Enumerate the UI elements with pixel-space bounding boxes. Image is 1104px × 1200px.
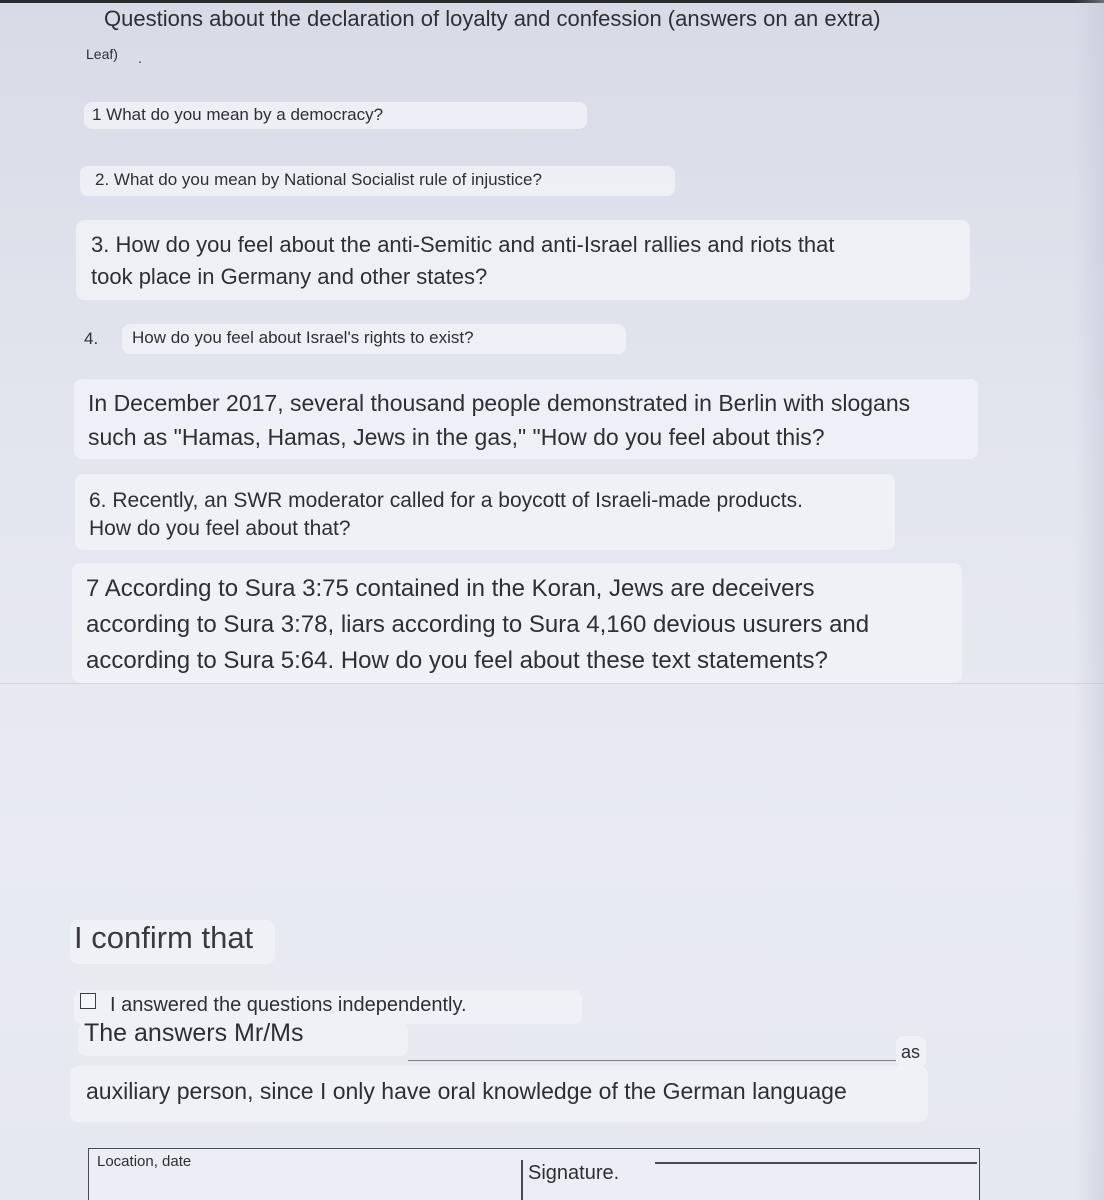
answers-suffix: as — [901, 1042, 921, 1062]
question-4-number: 4. — [84, 329, 99, 348]
helper-name-blank[interactable] — [408, 1060, 896, 1061]
question-5-text — [88, 386, 910, 454]
answers-prefix: The answers Mr/Ms — [84, 1019, 304, 1047]
question-7-line-2: according to Sura 3:78, liars according to Sura 4,160 devious usurers and — [86, 611, 870, 638]
stray-mark: . — [138, 50, 142, 66]
question-3-line-1: 3. How do you feel about the anti-Semitic and anti-Israel rallies and riots that — [91, 232, 835, 257]
question-7-line-1: 7 According to Sura 3:75 contained in the Koran, Jews are deceivers — [86, 575, 815, 602]
question-4-text: How do you feel about Israel's rights to exist? — [132, 328, 474, 347]
question-5-line-2: such as "Hamas, Hamas, Jews in the gas," "How do you feel about this? — [88, 424, 825, 450]
question-6-text — [89, 487, 803, 543]
page-title: Questions about the declaration of loyalty and confession (answers on an extra) — [104, 6, 881, 31]
confirm-heading: I confirm that — [74, 920, 254, 955]
question-1-text: 1 What do you mean by a democracy? — [92, 105, 384, 124]
top-edge — [0, 0, 1104, 3]
independent-answer-label: I answered the questions independently. — [110, 994, 467, 1016]
question-6-line-2: How do you feel about that? — [89, 517, 351, 540]
question-7-line-3: according to Sura 5:64. How do you feel about these text statements? — [86, 647, 828, 674]
signature-line — [655, 1162, 977, 1164]
location-date-label: Location, date — [97, 1153, 192, 1170]
page-shadow — [1074, 0, 1104, 1200]
independent-answer-checkbox[interactable] — [80, 993, 96, 1009]
auxiliary-statement: auxiliary person, since I only have oral knowledge of the German language — [86, 1078, 847, 1104]
question-7-text — [86, 571, 869, 679]
question-6-line-1: 6. Recently, an SWR moderator called for a boycott of Israeli-made products. — [89, 489, 803, 512]
question-3-text — [91, 229, 835, 293]
page-title-continuation: Leaf) — [86, 46, 118, 62]
question-3-line-2: took place in Germany and other states? — [91, 264, 488, 289]
signature-label: Signature. — [528, 1162, 620, 1184]
question-5-line-1: In December 2017, several thousand people demonstrated in Berlin with slogans — [88, 390, 911, 416]
signature-box-divider — [521, 1160, 523, 1200]
question-2-text: 2. What do you mean by National Socialist rule of injustice? — [95, 170, 542, 189]
page-fold — [0, 683, 1104, 684]
